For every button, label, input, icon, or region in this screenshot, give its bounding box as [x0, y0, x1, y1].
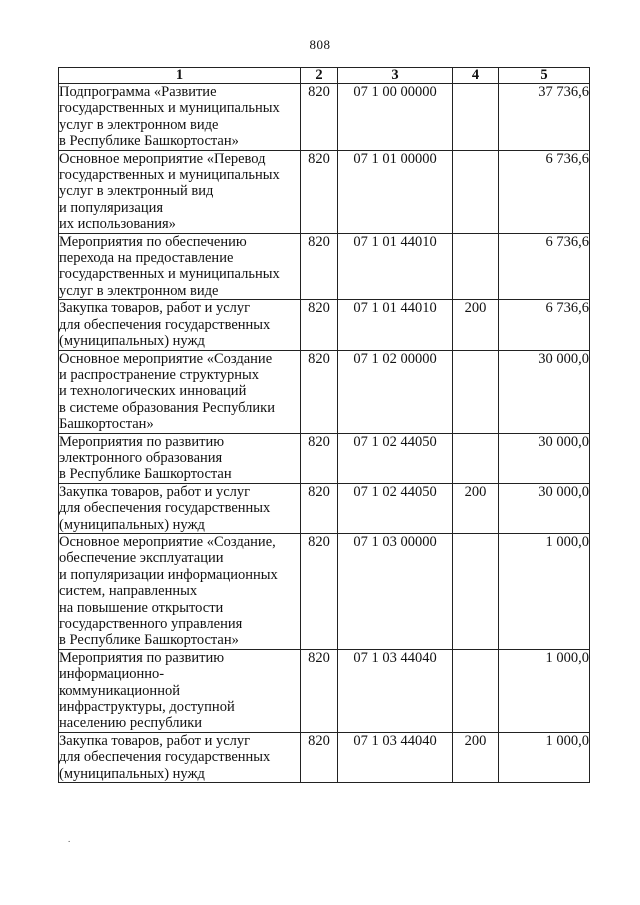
- row-target-article: 07 1 02 00000: [338, 350, 453, 433]
- row-name-cell: [59, 233, 301, 300]
- row-name-line: электронного образования: [59, 449, 223, 466]
- row-name-line: Основное мероприятие «Создание: [59, 350, 273, 367]
- row-name-line: Мероприятия по развитию: [59, 649, 225, 666]
- row-name-line: Башкортостан»: [59, 416, 154, 433]
- row-admin-code: 820: [301, 300, 338, 350]
- table-row: [59, 649, 590, 732]
- row-admin-code: 820: [301, 233, 338, 300]
- row-admin-code: 820: [301, 433, 338, 483]
- row-name-line: Закупка товаров, работ и услуг: [59, 300, 251, 317]
- row-name-line: и технологических инноваций: [59, 383, 247, 400]
- row-amount: 6 736,6: [499, 300, 590, 350]
- row-name-line: систем, направленных: [59, 583, 198, 600]
- row-expense-type: 200: [453, 300, 499, 350]
- row-amount: 6 736,6: [499, 233, 590, 300]
- row-expense-type: [453, 150, 499, 233]
- row-target-article: 07 1 00 00000: [338, 84, 453, 151]
- row-amount: 30 000,0: [499, 433, 590, 483]
- row-name-cell: [59, 433, 301, 483]
- row-target-article: 07 1 03 44040: [338, 649, 453, 732]
- table-row: [59, 732, 590, 782]
- table-row: [59, 433, 590, 483]
- table-row: [59, 150, 590, 233]
- table-row: [59, 233, 590, 300]
- table-row: [59, 84, 590, 151]
- table-row: [59, 483, 590, 533]
- row-amount: 1 000,0: [499, 533, 590, 649]
- row-expense-type: [453, 649, 499, 732]
- row-expense-type: 200: [453, 732, 499, 782]
- row-admin-code: 820: [301, 483, 338, 533]
- row-name-line: и популяризация: [59, 199, 164, 216]
- row-target-article: 07 1 02 44050: [338, 483, 453, 533]
- row-admin-code: 820: [301, 84, 338, 151]
- row-name-line: коммуникационной: [59, 682, 180, 699]
- header-col-1: 1: [59, 68, 301, 84]
- row-name-line: Мероприятия по развитию: [59, 433, 225, 450]
- table-row: [59, 300, 590, 350]
- row-name-line: на повышение открытости: [59, 599, 224, 616]
- row-name-line: для обеспечения государственных: [59, 500, 271, 517]
- row-name-line: в Республике Башкортостан»: [59, 133, 239, 150]
- row-name-line: в Республике Башкортостан»: [59, 632, 239, 649]
- footer-mark: .: [68, 834, 71, 844]
- row-name-line: в системе образования Республики: [59, 399, 275, 416]
- row-expense-type: [453, 233, 499, 300]
- header-col-3: 3: [338, 68, 453, 84]
- row-name-line: Подпрограмма «Развитие: [59, 84, 217, 100]
- row-name-line: и популяризации информационных: [59, 566, 278, 583]
- row-name-line: инфраструктуры, доступной: [59, 699, 235, 716]
- row-name-line: Основное мероприятие «Создание,: [59, 533, 276, 550]
- row-expense-type: [453, 350, 499, 433]
- row-name-line: Закупка товаров, работ и услуг: [59, 732, 251, 749]
- table-body: [59, 84, 590, 783]
- row-target-article: 07 1 03 44040: [338, 732, 453, 782]
- row-admin-code: 820: [301, 649, 338, 732]
- row-name-line: услуг в электронном виде: [59, 116, 219, 133]
- row-name-line: (муниципальных) нужд: [59, 765, 205, 782]
- row-expense-type: [453, 84, 499, 151]
- row-name-cell: [59, 300, 301, 350]
- row-name-line: государственных и муниципальных: [59, 100, 280, 117]
- row-admin-code: 820: [301, 150, 338, 233]
- row-amount: 30 000,0: [499, 483, 590, 533]
- row-name-line: перехода на предоставление: [59, 250, 234, 267]
- row-name-cell: [59, 350, 301, 433]
- row-name-line: услуг в электронном виде: [59, 282, 219, 299]
- row-name-line: услуг в электронный вид: [59, 183, 214, 200]
- table-header: [59, 68, 590, 84]
- row-target-article: 07 1 01 44010: [338, 233, 453, 300]
- row-admin-code: 820: [301, 732, 338, 782]
- row-name-cell: [59, 533, 301, 649]
- row-name-line: для обеспечения государственных: [59, 749, 271, 766]
- row-target-article: 07 1 01 44010: [338, 300, 453, 350]
- page-number: 808: [309, 37, 331, 52]
- row-name-cell: [59, 150, 301, 233]
- row-name-line: (муниципальных) нужд: [59, 333, 205, 350]
- row-target-article: 07 1 02 44050: [338, 433, 453, 483]
- row-admin-code: 820: [301, 533, 338, 649]
- row-target-article: 07 1 03 00000: [338, 533, 453, 649]
- table-row: [59, 533, 590, 649]
- row-name-line: и распространение структурных: [59, 366, 260, 383]
- row-expense-type: [453, 433, 499, 483]
- row-name-line: их использования»: [59, 216, 176, 233]
- row-name-line: населению республики: [59, 715, 203, 732]
- row-name-line: государственного управления: [59, 616, 243, 632]
- row-name-cell: [59, 649, 301, 732]
- row-name-line: обеспечение эксплуатации: [59, 550, 224, 567]
- row-name-line: Мероприятия по обеспечению: [59, 233, 247, 250]
- row-name-line: Основное мероприятие «Перевод: [59, 150, 266, 167]
- row-name-line: для обеспечения государственных: [59, 316, 271, 333]
- header-col-4: 4: [453, 68, 499, 84]
- row-amount: 37 736,6: [499, 84, 590, 151]
- row-name-line: (муниципальных) нужд: [59, 516, 205, 533]
- row-target-article: 07 1 01 00000: [338, 150, 453, 233]
- table-row: [59, 350, 590, 433]
- row-name-line: государственных и муниципальных: [59, 266, 280, 283]
- row-name-line: Закупка товаров, работ и услуг: [59, 483, 251, 500]
- header-col-5: 5: [499, 68, 590, 84]
- row-amount: 6 736,6: [499, 150, 590, 233]
- row-admin-code: 820: [301, 350, 338, 433]
- header-col-2: 2: [301, 68, 338, 84]
- budget-table: [58, 67, 590, 783]
- row-name-cell: [59, 732, 301, 782]
- row-amount: 30 000,0: [499, 350, 590, 433]
- row-amount: 1 000,0: [499, 649, 590, 732]
- row-name-line: информационно-: [59, 666, 165, 683]
- row-name-cell: [59, 84, 301, 151]
- row-name-cell: [59, 483, 301, 533]
- row-amount: 1 000,0: [499, 732, 590, 782]
- header-row: [59, 68, 590, 84]
- row-expense-type: [453, 533, 499, 649]
- row-expense-type: 200: [453, 483, 499, 533]
- row-name-line: в Республике Башкортостан: [59, 466, 232, 483]
- row-name-line: государственных и муниципальных: [59, 167, 280, 184]
